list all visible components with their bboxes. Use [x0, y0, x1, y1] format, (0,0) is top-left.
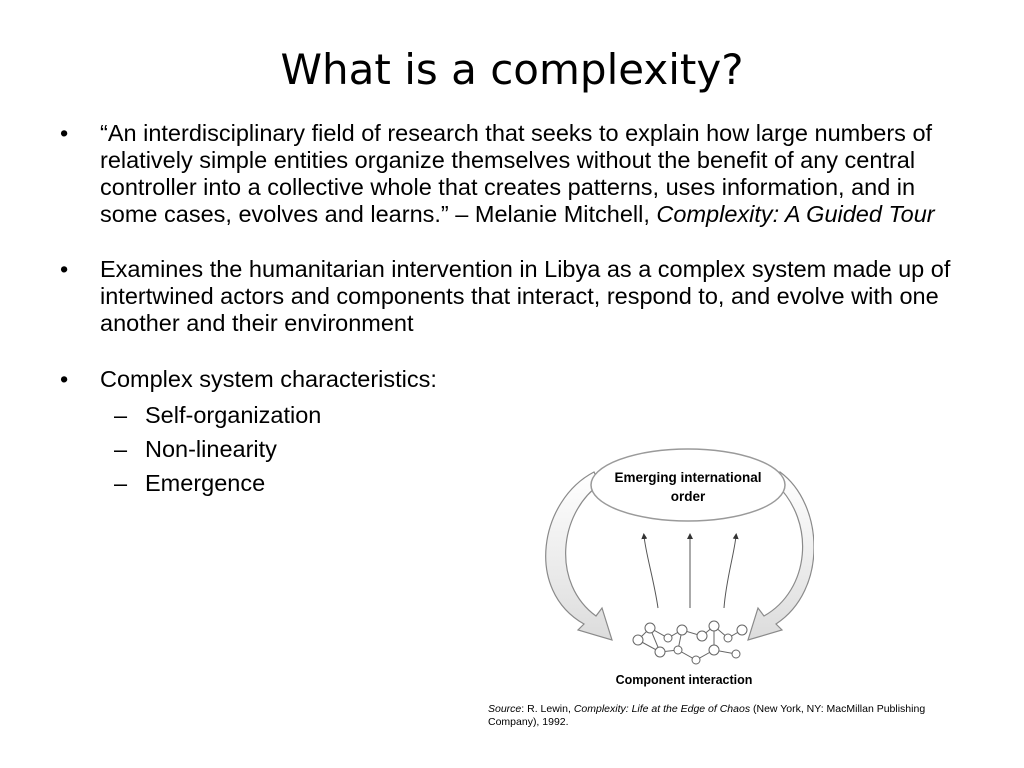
sub-item-label: Emergence	[145, 470, 266, 496]
bullet-item-libya	[60, 256, 970, 337]
dash-glyph: –	[114, 402, 128, 428]
sub-item-label: Non-linearity	[145, 436, 277, 462]
emerging-order-ellipse	[591, 449, 785, 521]
sub-item-label: Self-organization	[145, 402, 322, 428]
top-label-line1: Emerging international	[614, 470, 762, 485]
complexity-diagram	[528, 440, 814, 692]
dash-glyph: –	[114, 470, 128, 496]
source-publisher: (New York, NY: MacMillan Publishing Company), 1992.	[488, 703, 926, 728]
source-label: Source	[488, 703, 522, 715]
slide-title: What is a complexity?	[280, 45, 744, 95]
component-network	[633, 621, 747, 664]
bullet-glyph: •	[60, 366, 69, 392]
bullet-list	[60, 120, 970, 500]
libya-text: Examines the humanitarian intervention in Libya as a complex system made up of intertwined actors and components that interact, respond to, and evolve with one another and their environment	[100, 256, 951, 336]
top-label-line2: order	[670, 489, 706, 504]
dash-glyph: –	[114, 436, 128, 462]
definition-quote: “An interdisciplinary field of research that seeks to explain how large numbers of relatively simple entities organize themselves without the benefit of any central controller into a collective whole that creates patterns, uses information, and in some cases, evolves and learns.” – Melanie Mitchell,	[100, 120, 933, 227]
bullet-item-characteristics	[60, 366, 970, 500]
upward-arrows	[644, 536, 736, 608]
bottom-label: Component interaction	[615, 673, 753, 687]
bullet-glyph: •	[60, 256, 69, 282]
sub-item-self-organization	[100, 398, 970, 432]
book-title: Complexity: A Guided Tour	[656, 201, 935, 227]
source-author: : R. Lewin,	[521, 703, 574, 715]
source-book-title: Complexity: Life at the Edge of Chaos	[573, 703, 751, 715]
bullet-item-definition	[60, 120, 970, 228]
source-citation	[488, 703, 938, 729]
bullet-glyph: •	[60, 120, 69, 146]
characteristics-heading: Complex system characteristics:	[100, 366, 437, 392]
